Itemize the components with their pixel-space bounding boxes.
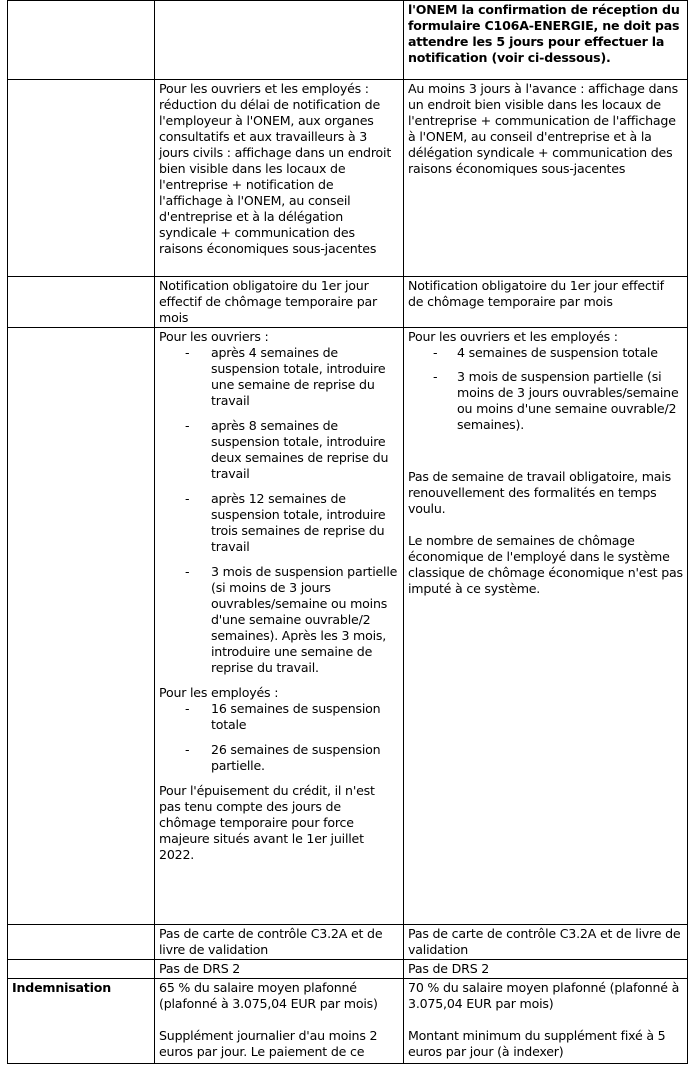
suspension-list — [408, 345, 683, 433]
comparison-table — [7, 0, 688, 1064]
delay-text-right: Au moins 3 jours à l'avance : affichage dans un endroit bien visible dans les locaux de l'entreprise + communication de l'affichage à l'ONEM, au conseil d'entreprise et à la délégation syndicale + communication des raisons économiques sous-jacentes — [408, 81, 678, 176]
indemnisation-right-p1: 70 % du salaire moyen plafonné (plafonné à 3.075,04 EUR par mois) — [408, 980, 680, 1011]
table-row — [8, 328, 688, 925]
list-item: - 16 semaines de suspension totale — [159, 701, 399, 733]
row-label-cell — [8, 960, 155, 979]
imputation-text: Le nombre de semaines de chômage économique de l'employé dans le système classique de chômage économique n'est pas imputé à ce système. — [408, 533, 683, 596]
table-row — [8, 960, 688, 979]
c32a-text-middle: Pas de carte de contrôle C3.2A et de livre de validation — [159, 926, 383, 957]
middle-cell — [155, 1, 404, 80]
right-cell — [404, 328, 688, 925]
indemnisation-label: Indemnisation — [12, 980, 111, 995]
list-item: - après 4 semaines de suspension totale, introduire une semaine de reprise du travail — [159, 345, 399, 409]
ouvriers-employes-heading: Pour les ouvriers et les employés : — [408, 329, 618, 344]
row-label-cell — [8, 277, 155, 328]
list-item: - 4 semaines de suspension totale — [408, 345, 683, 361]
right-cell — [404, 960, 688, 979]
table-row — [8, 925, 688, 960]
indemnisation-middle-p2: Supplément journalier d'au moins 2 euros par jour. Le paiement de ce — [159, 1028, 378, 1059]
row-label-cell — [8, 979, 155, 1064]
right-cell — [404, 277, 688, 328]
list-item: - après 12 semaines de suspension totale, introduire trois semaines de reprise du travail — [159, 491, 399, 555]
right-cell — [404, 80, 688, 277]
renewal-text: Pas de semaine de travail obligatoire, mais renouvellement des formalités en temps voulu. — [408, 469, 671, 516]
list-item: - 3 mois de suspension partielle (si moins de 3 jours ouvrables/semaine ou moins d'une semaine ouvrable/2 semaines). — [408, 369, 683, 433]
row-label-cell — [8, 1, 155, 80]
credit-note: Pour l'épuisement du crédit, il n'est pas tenu compte des jours de chômage temporaire pour force majeure situés avant le 1er juillet 2022. — [159, 783, 375, 862]
indemnisation-right-p2: Montant minimum du supplément fixé à 5 euros par jour (à indexer) — [408, 1028, 666, 1059]
row-label-cell — [8, 925, 155, 960]
ouvriers-heading: Pour les ouvriers : — [159, 329, 269, 344]
employes-list — [159, 701, 399, 774]
right-cell — [404, 925, 688, 960]
drs-text-right: Pas de DRS 2 — [408, 961, 490, 976]
list-item: - 3 mois de suspension partielle (si moins de 3 jours ouvrables/semaine ou moins d'une semaine ouvrable/2 semaines). Après les 3 mois, introduire une semaine de reprise du travail. — [159, 564, 399, 676]
onem-confirmation-text: l'ONEM la confirmation de réception du formulaire C106A-ENERGIE, ne doit pas attendre les 5 jours pour effectuer la notification (voir ci-dessous). — [408, 2, 680, 65]
middle-cell — [155, 979, 404, 1064]
c32a-text-right: Pas de carte de contrôle C3.2A et de livre de validation — [408, 926, 681, 957]
middle-cell — [155, 925, 404, 960]
middle-cell — [155, 277, 404, 328]
employes-heading: Pour les employés : — [159, 685, 279, 700]
indemnisation-middle-p1: 65 % du salaire moyen plafonné (plafonné à 3.075,04 EUR par mois) — [159, 980, 378, 1011]
table-row — [8, 979, 688, 1064]
table-row — [8, 80, 688, 277]
table-row — [8, 1, 688, 80]
notification-text-middle: Notification obligatoire du 1er jour effectif de chômage temporaire par mois — [159, 278, 378, 325]
row-label-cell — [8, 80, 155, 277]
list-item: - après 8 semaines de suspension totale, introduire deux semaines de reprise du travail — [159, 418, 399, 482]
delay-text-middle: Pour les ouvriers et les employés : réduction du délai de notification de l'employeur à l'ONEM, aux organes consultatifs et aux travailleurs à 3 jours civils : affichage dans un endroit bien visible dans les locaux de l'entreprise + notification de l'affichage à l'ONEM, au conseil d'entreprise et à la délégation syndicale + communication des raisons économiques sous-jacentes — [159, 81, 392, 256]
right-cell — [404, 1, 688, 80]
table-row — [8, 277, 688, 328]
list-item: - 26 semaines de suspension partielle. — [159, 742, 399, 774]
row-label-cell — [8, 328, 155, 925]
ouvriers-list — [159, 345, 399, 676]
middle-cell — [155, 328, 404, 925]
right-cell — [404, 979, 688, 1064]
middle-cell — [155, 960, 404, 979]
notification-text-right: Notification obligatoire du 1er jour effectif de chômage temporaire par mois — [408, 278, 664, 309]
middle-cell — [155, 80, 404, 277]
drs-text-middle: Pas de DRS 2 — [159, 961, 241, 976]
